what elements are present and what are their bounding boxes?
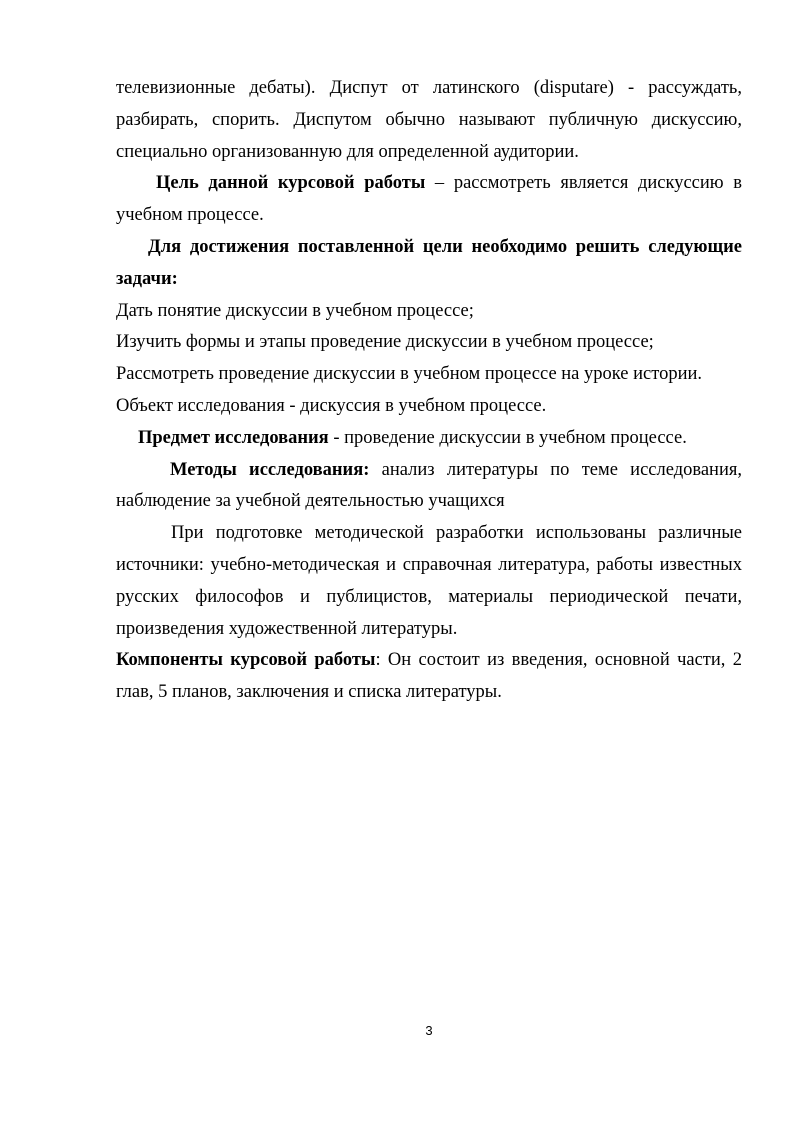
tasks-heading: Для достижения поставленной цели необходимо решить следующие задачи: [116,236,742,289]
page-number: 3 [425,1023,433,1038]
subject-heading: Предмет исследования [138,427,329,448]
task-item-2 [116,327,742,359]
goal-heading: Цель данной курсовой работы [156,173,426,194]
task-3-text: Рассмотреть проведение дискуссии в учебном процессе на уроке истории. [116,364,703,385]
sources-text: При подготовке методической разработки использованы различные источники: учебно-методическая и справочная литература, работы известных русских философов и публицистов, материалы периодической печати, произведения художественной литературы. [116,523,742,639]
methods-text: анализ литературы по теме исследования, наблюдение за учебной деятельностью учащихся [116,459,742,512]
dispute-text: телевизионные дебаты). Диспут от латинского (disputare) - рассуждать, разбирать, спорить. Диспутом обычно называют публичную дискуссию, специально организованную для определенной аудитории. [116,78,742,162]
paragraph-goal [116,168,742,232]
paragraph-sources [116,518,742,645]
paragraph-methods [116,455,742,519]
paragraph-subject [116,423,742,455]
components-text: : Он состоит из введения, основной части, 2 глав, 5 планов, заключения и списка литературы. [116,650,742,703]
paragraph-object [116,391,742,423]
task-2-text: Изучить формы и этапы проведение дискуссии в учебном процессе; [116,332,654,353]
methods-heading: Методы исследования: [170,459,370,480]
object-text: Объект исследования - дискуссия в учебном процессе. [116,395,547,416]
body-text [116,73,742,709]
task-item-3 [116,359,742,391]
task-item-1 [116,296,742,328]
paragraph-dispute [116,73,742,168]
components-heading: Компоненты курсовой работы [116,650,376,671]
paragraph-tasks-heading [116,232,742,296]
subject-text: - проведение дискуссии в учебном процессе. [328,427,687,448]
task-1-text: Дать понятие дискуссии в учебном процессе; [116,300,474,321]
paragraph-components [116,645,742,709]
goal-text: – рассмотреть является дискуссию в учебном процессе. [116,173,742,226]
